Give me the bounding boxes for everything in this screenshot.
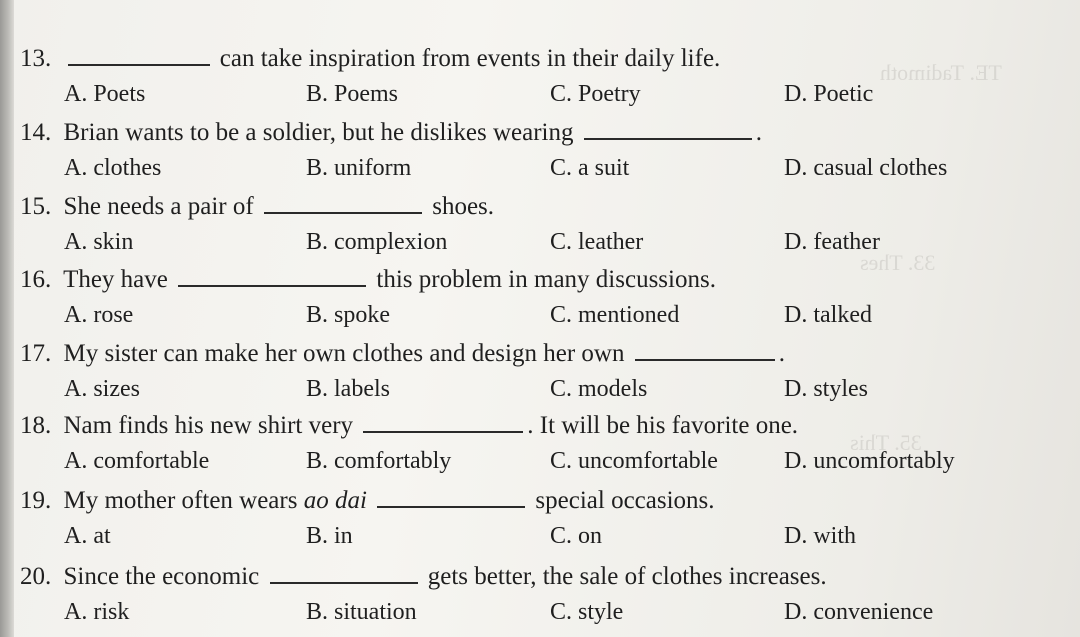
option-d[interactable]: D. convenience — [784, 599, 934, 625]
question-13 — [0, 44, 1080, 118]
question-20 — [0, 562, 1080, 636]
answer-blank[interactable] — [584, 118, 752, 140]
bleed-through-text: ТЕ. Tadimoth — [880, 60, 1002, 85]
option-c[interactable]: C. a suit — [550, 155, 630, 181]
answer-blank[interactable] — [264, 192, 422, 214]
stem-text-before: Brian wants to be a soldier, but he dislikes wearing — [63, 119, 574, 146]
stem-text-after: this problem in many discussions. — [376, 266, 716, 293]
question-17 — [0, 339, 1080, 413]
stem-text-after: . — [755, 119, 762, 146]
stem-text-before: They have — [63, 266, 168, 293]
option-a[interactable]: A. Poets — [64, 81, 146, 107]
question-15 — [0, 192, 1080, 266]
stem-text-before: She needs a pair of — [63, 193, 254, 220]
question-19 — [0, 486, 1080, 560]
option-d[interactable]: D. styles — [784, 376, 868, 402]
option-a[interactable]: A. at — [64, 523, 111, 549]
stem-text-after: shoes. — [432, 193, 495, 220]
answer-blank[interactable] — [363, 411, 523, 433]
stem-text-after: . — [778, 340, 785, 367]
question-number: 15. — [20, 193, 52, 220]
option-c[interactable]: C. mentioned — [550, 302, 680, 328]
option-a[interactable]: A. skin — [64, 229, 134, 255]
option-a[interactable]: A. sizes — [64, 376, 140, 402]
answer-blank[interactable] — [270, 562, 418, 584]
stem-text-before: My mother often wears ao dai — [63, 487, 367, 514]
stem-text-after: gets better, the sale of clothes increases. — [427, 563, 827, 590]
option-b[interactable]: B. in — [306, 523, 353, 549]
question-number: 20. — [20, 563, 52, 590]
option-a[interactable]: A. risk — [64, 599, 130, 625]
question-number: 16. — [20, 266, 52, 293]
stem-text-after: . It will be his favorite one. — [527, 412, 799, 439]
question-number: 17. — [20, 340, 52, 367]
option-d[interactable]: D. feather — [784, 229, 880, 255]
question-number: 19. — [20, 487, 52, 514]
stem-text-before: Since the economic — [63, 563, 260, 590]
stem-text-before: Nam finds his new shirt very — [63, 412, 354, 439]
option-d[interactable]: D. Poetic — [784, 81, 874, 107]
option-b[interactable]: B. uniform — [306, 155, 412, 181]
bleed-through-text: 33. Thes — [860, 250, 936, 275]
option-a[interactable]: A. clothes — [64, 155, 162, 181]
option-a[interactable]: A. rose — [64, 302, 134, 328]
option-a[interactable]: A. comfortable — [64, 448, 210, 474]
question-stem — [20, 486, 715, 516]
option-c[interactable]: C. leather — [550, 229, 644, 255]
option-d[interactable]: D. uncomfortably — [784, 448, 955, 474]
question-stem — [20, 562, 827, 592]
stem-text-before: My sister can make her own clothes and design her own — [63, 340, 625, 367]
bleed-through-text: 35. This — [850, 430, 922, 455]
question-number: 18. — [20, 412, 52, 439]
question-stem — [20, 411, 798, 441]
question-stem — [20, 265, 716, 295]
question-stem — [20, 192, 494, 222]
italic-term: ao dai — [303, 487, 367, 514]
option-b[interactable]: B. Poems — [306, 81, 399, 107]
option-b[interactable]: B. situation — [306, 599, 417, 625]
option-c[interactable]: C. uncomfortable — [550, 448, 718, 474]
option-c[interactable]: C. Poetry — [550, 81, 641, 107]
option-c[interactable]: C. style — [550, 599, 624, 625]
question-stem — [20, 118, 762, 148]
question-14 — [0, 118, 1080, 192]
option-b[interactable]: B. spoke — [306, 302, 390, 328]
answer-blank[interactable] — [377, 486, 525, 508]
question-stem — [20, 339, 785, 369]
stem-text-after: can take inspiration from events in their daily life. — [219, 45, 721, 72]
stem-text-after: special occasions. — [535, 487, 715, 514]
question-stem — [20, 44, 720, 74]
answer-blank[interactable] — [178, 265, 366, 287]
question-number: 14. — [20, 119, 52, 146]
question-16 — [0, 265, 1080, 339]
option-d[interactable]: D. with — [784, 523, 856, 549]
question-18 — [0, 411, 1080, 485]
question-number: 13. — [20, 45, 52, 72]
answer-blank[interactable] — [68, 44, 210, 66]
option-d[interactable]: D. talked — [784, 302, 872, 328]
option-b[interactable]: B. comfortably — [306, 448, 452, 474]
answer-blank[interactable] — [635, 339, 775, 361]
option-c[interactable]: C. models — [550, 376, 648, 402]
option-b[interactable]: B. labels — [306, 376, 390, 402]
option-c[interactable]: C. on — [550, 523, 603, 549]
option-b[interactable]: B. complexion — [306, 229, 448, 255]
option-d[interactable]: D. casual clothes — [784, 155, 948, 181]
